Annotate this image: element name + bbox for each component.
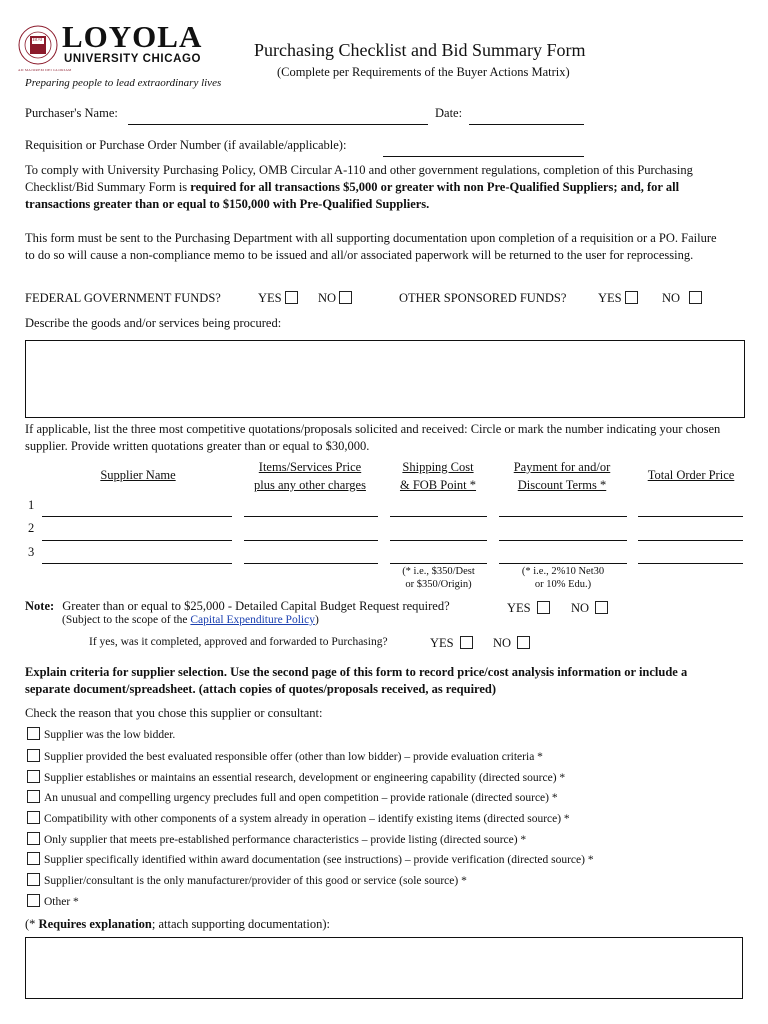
ifyes-no-checkbox[interactable] [517,636,530,649]
reason-checkbox[interactable] [27,727,40,740]
capital-note [25,599,450,614]
note-label: Note: [25,599,55,613]
describe-label: Describe the goods and/or services being procured: [25,316,282,330]
other-no: NO [662,291,702,306]
capital-yes-checkbox[interactable] [537,601,550,614]
reason-item[interactable]: Supplier/consultant is the only manufacturer/provider of this good or service (sole source) * [27,873,467,887]
capital-ifyes: If yes, was it completed, approved and forwarded to Purchasing? [89,636,388,648]
col-total: Total Order Price [647,468,735,482]
col-items-price: Items/Services Price plus any other charges [254,460,366,492]
capital-no: NO [571,601,608,616]
ifyes-yes-checkbox[interactable] [460,636,473,649]
reason-checkbox[interactable] [27,749,40,762]
capital-policy-link[interactable]: Capital Expenditure Policy [190,614,315,626]
date-field[interactable] [469,124,584,125]
criteria-heading: Explain criteria for supplier selection. Use the second page of this form to record price/cost analysis information or include a separate document/spreadsheet. (attach copies of quotes/proposals received, as required) [25,665,688,696]
row-number-3: 3 [28,545,35,559]
payment-note: (* i.e., 2%10 Net30 or 10% Edu.) [521,566,605,590]
row-number-1: 1 [28,498,35,512]
federal-yes: YES [258,291,298,306]
reason-item[interactable]: Only supplier that meets pre-established performance characteristics – provide listing (directed source) * [27,832,526,846]
reason-checkbox[interactable] [27,894,40,907]
ifyes-yes: YES [430,636,473,651]
total-field[interactable] [638,516,743,517]
reason-item[interactable]: Supplier was the low bidder. [27,727,175,741]
price-field[interactable] [244,516,378,517]
federal-funds-label: FEDERAL GOVERNMENT FUNDS? [25,291,221,305]
reason-item[interactable]: An unusual and compelling urgency precludes full and open competition – provide rationale (directed source) * [27,790,558,804]
col-shipping: Shipping Cost & FOB Point * [399,460,477,492]
federal-no-checkbox[interactable] [339,291,352,304]
quotes-intro: If applicable, list the three most competitive quotations/proposals solicited and received: Circle or mark the number indicating your chosen supplier. Provide written quotations greater than or equal to $30,000. [25,422,721,453]
reason-checkbox[interactable] [27,832,40,845]
col-supplier-name: Supplier Name [100,468,176,482]
intro-p1-text: To comply with University Purchasing Policy, OMB Circular A-110 and other government regulations, completion of this Purchasing Checklist/Bid Summary Form is [25,163,693,194]
reason-checkbox[interactable] [27,790,40,803]
capital-no-checkbox[interactable] [595,601,608,614]
reason-checkbox[interactable] [27,811,40,824]
explanation-textbox[interactable] [25,937,743,999]
purchaser-name-field[interactable] [128,124,428,125]
payment-field[interactable] [499,540,627,541]
shipping-field[interactable] [390,540,487,541]
payment-field[interactable] [499,563,627,564]
requisition-field[interactable] [383,156,584,157]
total-field[interactable] [638,563,743,564]
supplier-field[interactable] [42,540,232,541]
purchaser-name-label: Purchaser's Name: [25,106,118,120]
check-reason-label: Check the reason that you chose this supplier or consultant: [25,706,323,720]
payment-field[interactable] [499,516,627,517]
reason-item[interactable]: Supplier specifically identified within award documentation (see instructions) – provide verification (directed source) * [27,852,594,866]
logo-sub: UNIVERSITY CHICAGO [64,53,202,65]
reason-item[interactable]: Supplier provided the best evaluated responsible offer (other than low bidder) – provide evaluation criteria * [27,749,543,763]
shipping-note: (* i.e., $350/Dest or $350/Origin) [402,566,475,590]
capital-subject: (Subject to the scope of the Capital Expenditure Policy) [62,614,319,626]
supplier-field[interactable] [42,516,232,517]
other-funds-label: OTHER SPONSORED FUNDS? [399,291,567,305]
reason-checkbox[interactable] [27,873,40,886]
col-payment: Payment for and/or Discount Terms * [513,460,611,492]
ifyes-no: NO [493,636,530,651]
reason-item[interactable]: Supplier establishes or maintains an essential research, development or engineering capability (directed source) * [27,770,565,784]
page-subtitle: (Complete per Requirements of the Buyer Actions Matrix) [277,65,570,79]
intro-paragraph-1 [25,162,725,213]
reason-item[interactable]: Compatibility with other components of a system already in operation – identify existing items (directed source) * [27,811,570,825]
supplier-field[interactable] [42,563,232,564]
intro-paragraph-2: This form must be sent to the Purchasing Department with all supporting documentation upon completion of a requisition or a PO. Failure to do so will cause a non-compliance memo to be issued and all/or associated paperwork will be returned to the user for reprocessing. [25,231,717,262]
university-seal-icon [18,22,58,68]
total-field[interactable] [638,540,743,541]
price-field[interactable] [244,540,378,541]
logo-tagline: Preparing people to lead extraordinary lives [25,77,222,89]
other-yes-checkbox[interactable] [625,291,638,304]
other-yes: YES [598,291,638,306]
explanation-label: (* Requires explanation; attach supporting documentation): [25,917,330,931]
logo-name: LOYOLA [62,19,203,54]
page-title: Purchasing Checklist and Bid Summary Form [254,40,586,60]
seal-motto: AD MAJOREM DEI GLORIAM [18,68,72,72]
intro-p1-bold: required for all transactions $5,000 or greater with non Pre-Qualified Suppliers; and, for all transactions greater than or equal to $150,000 with Pre-Qualified Suppliers. [25,180,680,211]
describe-textbox[interactable] [25,340,745,418]
federal-yes-checkbox[interactable] [285,291,298,304]
shipping-field[interactable] [390,516,487,517]
logo [18,19,233,92]
reason-checkbox[interactable] [27,770,40,783]
capital-note-text: Greater than or equal to $25,000 - Detailed Capital Budget Request required? [62,599,450,613]
seal-year: 1870 [32,38,42,43]
price-field[interactable] [244,563,378,564]
date-label: Date: [435,106,463,120]
reason-item[interactable]: Other * [27,894,79,908]
row-number-2: 2 [28,521,35,535]
capital-yes: YES [507,601,550,616]
reason-checkbox[interactable] [27,852,40,865]
shipping-field[interactable] [390,563,487,564]
other-no-checkbox[interactable] [689,291,702,304]
requisition-label: Requisition or Purchase Order Number (if available/applicable): [25,138,347,152]
federal-no: NO [318,291,352,306]
